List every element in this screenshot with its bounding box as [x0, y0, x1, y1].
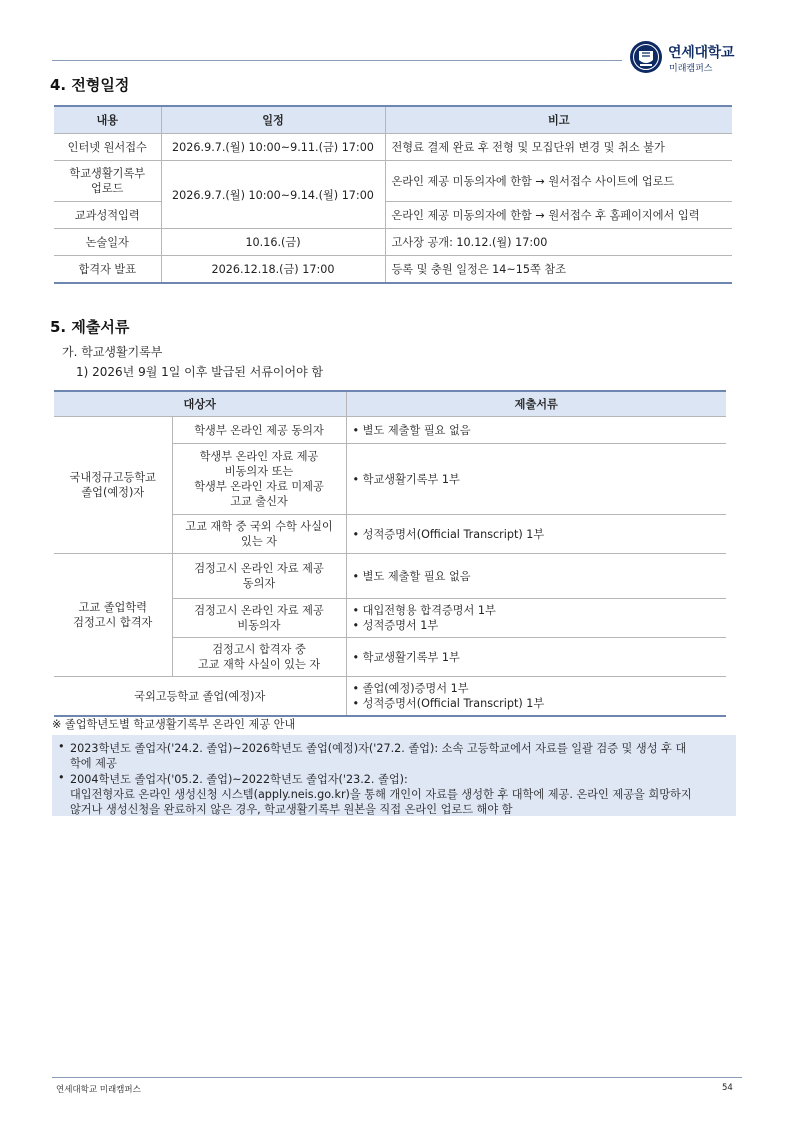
document-item: • 학교생활기록부 1부	[353, 472, 721, 487]
page-number: 54	[722, 1083, 733, 1093]
documents-cell	[346, 638, 726, 677]
subheading-school-record: 가. 학교생활기록부	[62, 345, 163, 359]
documents-table	[54, 390, 726, 717]
group-label: 국외고등학교 졸업(예정)자	[54, 677, 346, 717]
table-row	[54, 161, 732, 202]
logo-campus: 미래캠퍼스	[669, 64, 713, 74]
document-item: • 성적증명서(Official Transcript) 1부	[353, 527, 721, 542]
note-title: ※ 졸업학년도별 학교생활기록부 온라인 제공 안내	[52, 718, 296, 731]
document-item: • 별도 제출할 필요 없음	[353, 569, 721, 584]
footer-rule	[52, 1077, 742, 1078]
condition-cell: 학생부 온라인 제공 동의자	[172, 417, 346, 444]
table-row	[54, 256, 732, 284]
schedule-table	[54, 105, 732, 284]
schedule-date: 2026.9.7.(월) 10:00~9.14.(월) 17:00	[161, 161, 385, 229]
documents-cell	[346, 417, 726, 444]
schedule-note: 온라인 제공 미동의자에 한함 → 원서접수 후 홈페이지에서 입력	[385, 202, 732, 229]
document-item: • 별도 제출할 필요 없음	[353, 423, 721, 438]
document-item: • 학교생활기록부 1부	[353, 650, 721, 665]
table-row	[54, 417, 726, 444]
schedule-date: 2026.12.18.(금) 17:00	[161, 256, 385, 284]
condition-cell: 고교 재학 중 국외 수학 사실이 있는 자	[172, 515, 346, 554]
group-label: 고교 졸업학력 검정고시 합격자	[54, 554, 172, 677]
note-text: 2023학년도 졸업자('24.2. 졸업)~2026학년도 졸업(예정)자('27.2. 졸업): 소속 고등학교에서 자료를 일괄 검증 및 생성 후 대	[70, 742, 687, 755]
schedule-item: 합격자 발표	[54, 256, 161, 284]
schedule-item: 학교생활기록부 업로드	[54, 161, 161, 202]
schedule-date: 2026.9.7.(월) 10:00~9.11.(금) 17:00	[161, 134, 385, 161]
schedule-note: 고사장 공개: 10.12.(월) 17:00	[385, 229, 732, 256]
schedule-header-row	[54, 106, 732, 134]
documents-cell	[346, 677, 726, 717]
note-text: 학에 제공	[70, 757, 117, 770]
document-item: • 졸업(예정)증명서 1부	[353, 681, 721, 696]
documents-cell	[346, 554, 726, 599]
table-row	[54, 554, 726, 599]
condition-cell: 검정고시 온라인 자료 제공 비동의자	[172, 599, 346, 638]
section-title-schedule: 4. 전형일정	[50, 76, 130, 94]
logo-name: 연세대학교	[668, 45, 735, 61]
schedule-item: 인터넷 원서접수	[54, 134, 161, 161]
schedule-note: 온라인 제공 미동의자에 한함 → 원서접수 사이트에 업로드	[385, 161, 732, 202]
documents-header-row	[54, 391, 726, 417]
note-text: 않거나 생성신청을 완료하지 않은 경우, 학교생활기록부 원본을 직접 온라인 업로드 해야 함	[70, 803, 513, 816]
note-text: 대입전형자료 온라인 생성신청 시스템(apply.neis.go.kr)을 통해 개인이 자료를 생성한 후 대학에 제공. 온라인 제공을 희망하지	[70, 788, 692, 801]
column-header: 대상자	[54, 391, 346, 417]
table-row	[54, 229, 732, 256]
document-item: • 성적증명서(Official Transcript) 1부	[353, 696, 721, 711]
schedule-note: 등록 및 충원 일정은 14~15쪽 참조	[385, 256, 732, 284]
table-row	[54, 677, 726, 717]
section-title-documents: 5. 제출서류	[50, 318, 130, 336]
column-header: 제출서류	[346, 391, 726, 417]
schedule-item: 논술일자	[54, 229, 161, 256]
university-logo	[629, 40, 789, 80]
documents-cell	[346, 444, 726, 515]
schedule-item: 교과성적입력	[54, 202, 161, 229]
note-text: 2004학년도 졸업자('05.2. 졸업)~2022학년도 졸업자('23.2. 졸업):	[70, 773, 408, 786]
footer-university: 연세대학교 미래캠퍼스	[56, 1085, 141, 1095]
column-header: 내용	[54, 106, 161, 134]
documents-cell	[346, 515, 726, 554]
document-item: • 성적증명서 1부	[353, 618, 721, 633]
university-seal-icon	[629, 40, 663, 74]
header-rule	[52, 60, 622, 61]
condition-cell: 검정고시 온라인 자료 제공 동의자	[172, 554, 346, 599]
schedule-note: 전형료 결제 완료 후 전형 및 모집단위 변경 및 취소 불가	[385, 134, 732, 161]
condition-cell: 학생부 온라인 자료 제공 비동의자 또는 학생부 온라인 자료 미제공 고교 출신자	[172, 444, 346, 515]
schedule-date: 10.16.(금)	[161, 229, 385, 256]
condition-cell: 검정고시 합격자 중 고교 재학 사실이 있는 자	[172, 638, 346, 677]
document-item: • 대입전형용 합격증명서 1부	[353, 603, 721, 618]
column-header: 일정	[161, 106, 385, 134]
group-label: 국내정규고등학교 졸업(예정)자	[54, 417, 172, 554]
table-row	[54, 134, 732, 161]
documents-cell	[346, 599, 726, 638]
column-header: 비고	[385, 106, 732, 134]
subheading-issue-date: 1) 2026년 9월 1일 이후 발급된 서류이어야 함	[76, 365, 324, 379]
table-row	[54, 202, 732, 229]
